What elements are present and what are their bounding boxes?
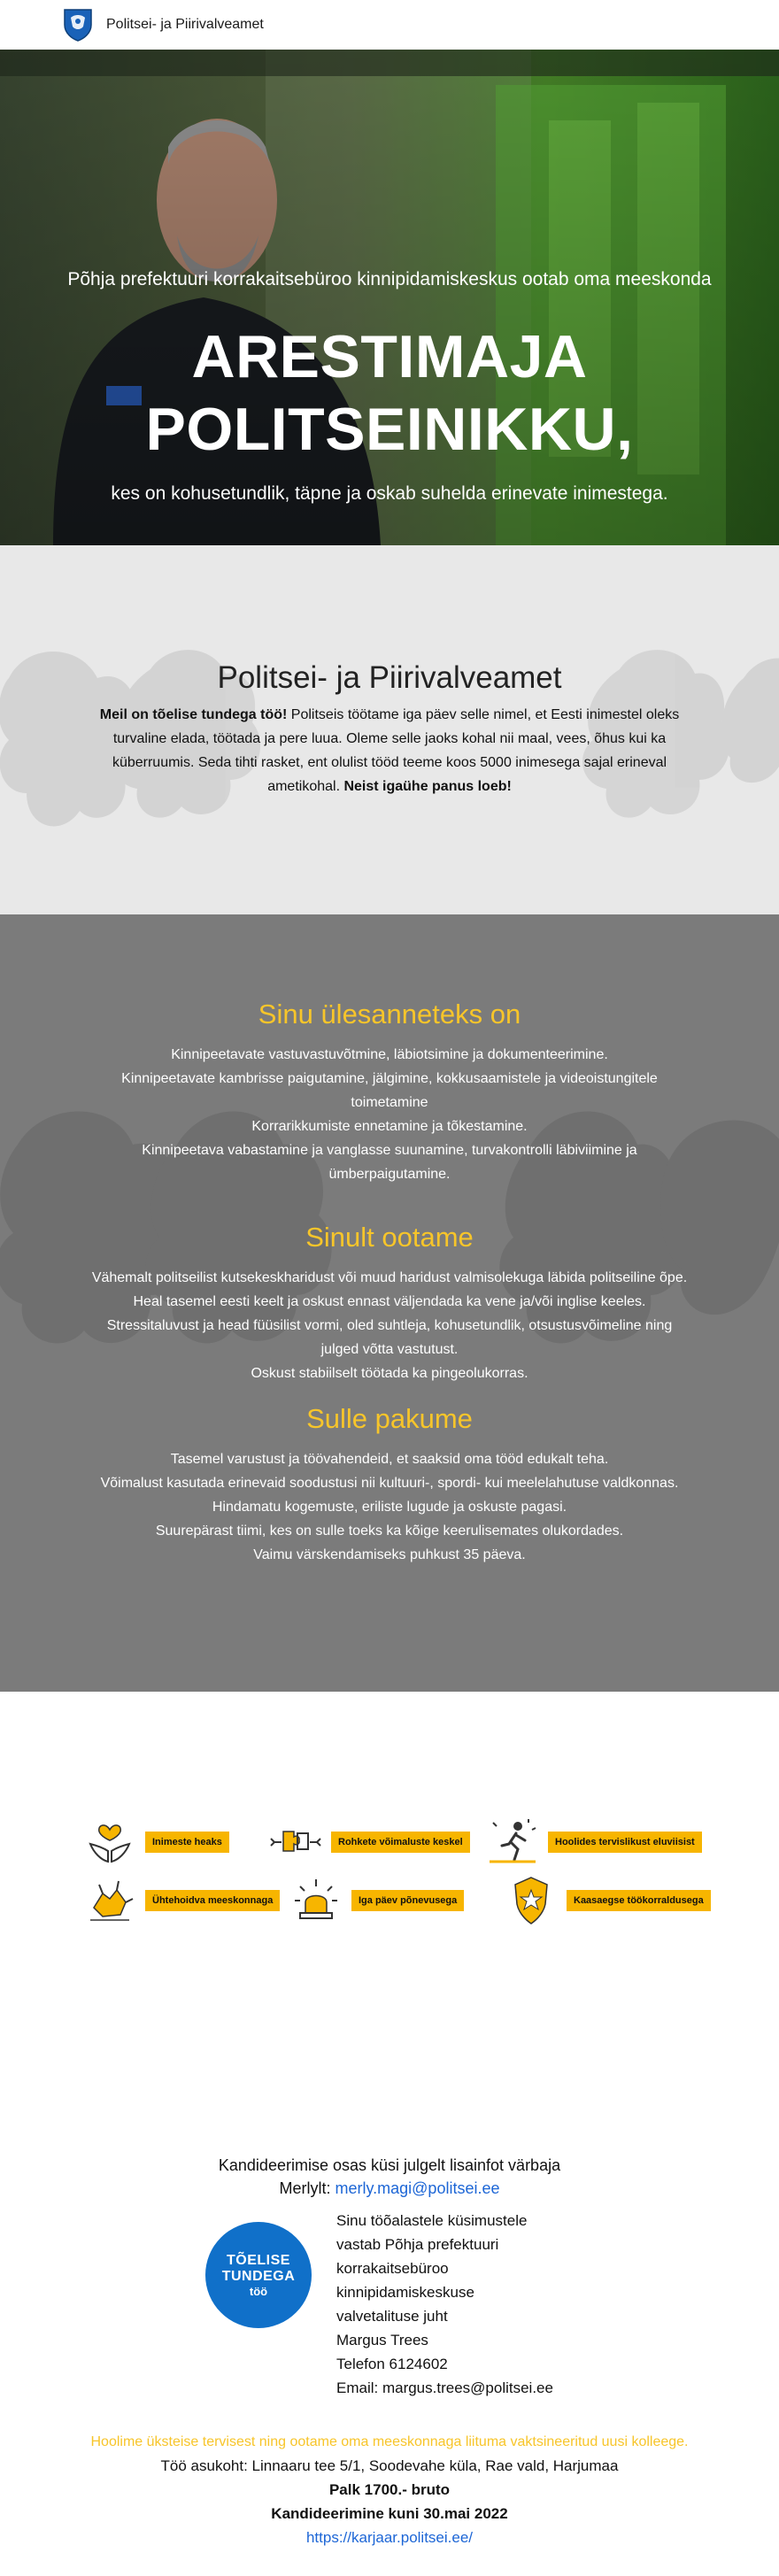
perk-label: Ühtehoidva meeskonnaga <box>145 1890 280 1911</box>
contact-info-line: Margus Trees <box>336 2332 428 2348</box>
perk-excitement <box>288 1872 464 1929</box>
hands-heart-icon <box>81 1814 138 1870</box>
runner-icon <box>484 1814 541 1870</box>
duty-item: Kinnipeetava vabastamine ja vanglasse suunamine, turvakontrolli läbiviimine ja ümberpaigutamine. <box>142 1143 637 1182</box>
hero-photo <box>0 50 779 545</box>
duty-item: Kinnipeetavate kambrisse paigutamine, jälgimine, kokkusaamistele ja videoistungitele toimetamine <box>121 1071 658 1110</box>
perk-team <box>81 1872 280 1929</box>
recruiter-email-link[interactable]: merly.magi@politsei.ee <box>335 2179 500 2197</box>
about-title: Politsei- ja Piirivalveamet <box>217 660 562 695</box>
expect-item: Heal tasemel eesti keelt ja oskust ennast väljendada ka vene ja/või inglise keeles. <box>133 1294 646 1309</box>
contact-info-line: Telefon 6124602 <box>336 2356 448 2372</box>
badge-line3: töö <box>249 2284 268 2298</box>
duty-item: Korrarikkumiste ennetamine ja tõkestamine. <box>251 1119 528 1134</box>
hero-banner <box>0 50 779 545</box>
contact-info-line: Sinu töõalastele küsimustele <box>336 2212 528 2229</box>
offer-item: Tasemel varustust ja töövahendeid, et saaksid oma tööd edukalt teha. <box>170 1452 609 1467</box>
offer-item: Võimalust kasutada erinevaid soodustusi nii kultuuri-, spordi- kui meelelahutuse valdkonnas. <box>100 1476 679 1491</box>
about-content <box>89 660 690 798</box>
contact-heading <box>0 2154 779 2200</box>
duties-title: Sinu ülesanneteks on <box>258 999 521 1030</box>
expect-item: Oskust stabiilselt töötada ka pingeolukorras. <box>251 1366 528 1381</box>
expect-list <box>89 1266 690 1385</box>
perks-section <box>0 1692 779 2154</box>
location: Töö asukoht: Linnaaru tee 5/1, Soodevahe küla, Rae vald, Harjumaa <box>160 2457 619 2474</box>
badge-line1: TÕELISE <box>227 2252 290 2268</box>
siren-light-icon <box>288 1872 344 1929</box>
perk-people <box>81 1814 229 1870</box>
perk-label: Inimeste heaks <box>145 1832 229 1853</box>
deadline: Kandideerimine kuni 30.mai 2022 <box>271 2505 508 2522</box>
offer-list <box>89 1447 690 1567</box>
career-link[interactable]: https://karjaar.politsei.ee/ <box>305 2529 474 2546</box>
badge-line2: TUNDEGA <box>221 2268 296 2284</box>
hero-title-line1: ARESTIMAJA <box>191 323 588 390</box>
hero-subtitle: Põhja prefektuuri korrakaitsebüroo kinnipidamiskeskus ootab oma meeskonda <box>67 269 712 289</box>
contact-details <box>336 2209 584 2400</box>
perk-label: Rohkete võimaluste keskel <box>331 1832 470 1853</box>
about-lead: Meil on tõelise tundega töö! <box>99 707 288 722</box>
true-feeling-badge <box>205 2222 312 2328</box>
contact-line1: Kandideerimise osas küsi julgelt lisainfot värbaja <box>218 2156 561 2174</box>
contact-info-line: korrakaitsebüroo <box>336 2260 449 2277</box>
contact-info-line: kinnipidamiskeskuse <box>336 2284 474 2301</box>
expect-title: Sinult ootame <box>305 1222 474 1253</box>
perk-label: Iga päev põnevusega <box>351 1890 464 1911</box>
perk-label: Hoolides tervislikust eluviisist <box>548 1832 702 1853</box>
duty-item: Kinnipeetavate vastuvastuvõtmine, läbiotsimine ja dokumenteerimine. <box>171 1047 608 1062</box>
contact-line2: Merlylt: merly.magi@politsei.ee <box>279 2179 500 2197</box>
top-bar <box>0 0 779 50</box>
ppa-logo-icon[interactable] <box>62 7 94 42</box>
about-text <box>89 703 690 798</box>
expect-item: Vähemalt politseilist kutsekeskharidust või muud haridust valmisolekuga läbida politseiline õpe. <box>91 1270 688 1285</box>
offer-item: Hindamatu kogemuste, eriliste lugude ja oskuste pagasi. <box>212 1500 567 1515</box>
duties-list <box>89 1043 690 1186</box>
perk-opportunities <box>267 1814 470 1870</box>
salary: Palk 1700.- bruto <box>328 2481 451 2498</box>
contact-info-line: vastab Põhja prefektuuri <box>336 2236 499 2253</box>
brand-name[interactable]: Politsei- ja Piirivalveamet <box>106 17 264 32</box>
vaccination-note: Hoolime üksteise tervisest ning ootame oma meeskonnaga liituma vaktsineeritud uusi kolleege. <box>90 2434 689 2449</box>
offer-title: Sulle pakume <box>306 1403 473 1434</box>
contact-section <box>0 2154 779 2576</box>
job-summary <box>0 2430 779 2549</box>
offer-item: Suurepärast tiimi, kes on sulle toeks ka kõige keerulisemates olukordades. <box>155 1523 624 1539</box>
hero-title <box>0 320 779 466</box>
contact-info-line: Email: margus.trees@politsei.ee <box>336 2379 553 2396</box>
contact-info-line: valvetalituse juht <box>336 2308 448 2325</box>
about-section <box>0 545 779 914</box>
perk-health <box>484 1814 702 1870</box>
job-details-section <box>0 914 779 1692</box>
police-badge-icon <box>503 1872 559 1929</box>
hero-title-line2: POLITSEINIKKU, <box>145 396 634 463</box>
perk-modern <box>503 1872 711 1929</box>
team-hands-icon <box>81 1872 138 1929</box>
offer-item: Vaimu värskendamiseks puhkust 35 päeva. <box>253 1547 526 1562</box>
about-body: Politseis töötame iga päev selle nimel, et Eesti inimestel oleks turvaline elada, töötada ja pere luua. Oleme selle jaoks kohal nii maal, vees, õhus kui ka küberruumis. Seda tihti rasket, ent olulist tööd teeme koos 5000 inimesega sajal erineval ametikohal. <box>112 707 680 794</box>
about-end: Neist igaühe panus loeb! <box>343 779 512 794</box>
duties-content <box>89 999 690 1567</box>
expect-item: Stressitaluvust ja head füüsilist vormi, oled suhtleja, kohusetundlik, otsustusvõimeline ning julged võtta vastutust. <box>106 1318 673 1357</box>
puzzle-arrows-icon <box>267 1814 324 1870</box>
hero-footer: kes on kohusetundlik, täpne ja oskab suhelda erinevate inimestega. <box>111 483 668 504</box>
perk-label: Kaasaegse töökorraldusega <box>567 1890 711 1911</box>
